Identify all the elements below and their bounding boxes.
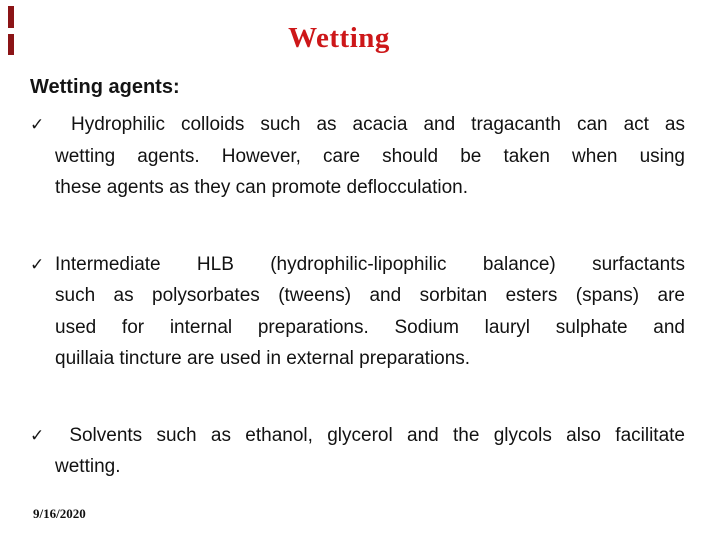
bullet-line: used for internal preparations. Sodium lauryl sulphate and <box>55 316 685 338</box>
bullet-line: wetting. <box>55 456 121 477</box>
bullet-line: Solvents such as ethanol, glycerol and the glycols also facilitate <box>55 424 685 446</box>
bullet-line: such as polysorbates (tweens) and sorbitan esters (spans) are <box>55 285 685 306</box>
bullet-item <box>30 420 685 483</box>
footer-date: 9/16/2020 <box>33 506 86 521</box>
bullet-line: quillaia tincture are used in external preparations. <box>55 348 471 369</box>
check-icon: ✓ <box>30 425 45 445</box>
bullet-line: Hydrophilic colloids such as acacia and tragacanth can act as <box>55 114 685 135</box>
bullet-line: wetting agents. However, care should be taken when using <box>55 145 685 167</box>
check-icon: ✓ <box>30 115 45 134</box>
check-icon: ✓ <box>30 254 45 274</box>
section-heading: Wetting agents: <box>30 76 180 98</box>
bullet-item <box>30 249 685 375</box>
bullet-line: these agents as they can promote deflocculation. <box>55 177 468 198</box>
bullet-item <box>30 109 685 204</box>
slide-title: Wetting <box>288 22 390 54</box>
bullet-line: Intermediate HLB (hydrophilic-lipophilic balance) surfactants <box>55 253 685 275</box>
bullet-list <box>30 109 685 483</box>
